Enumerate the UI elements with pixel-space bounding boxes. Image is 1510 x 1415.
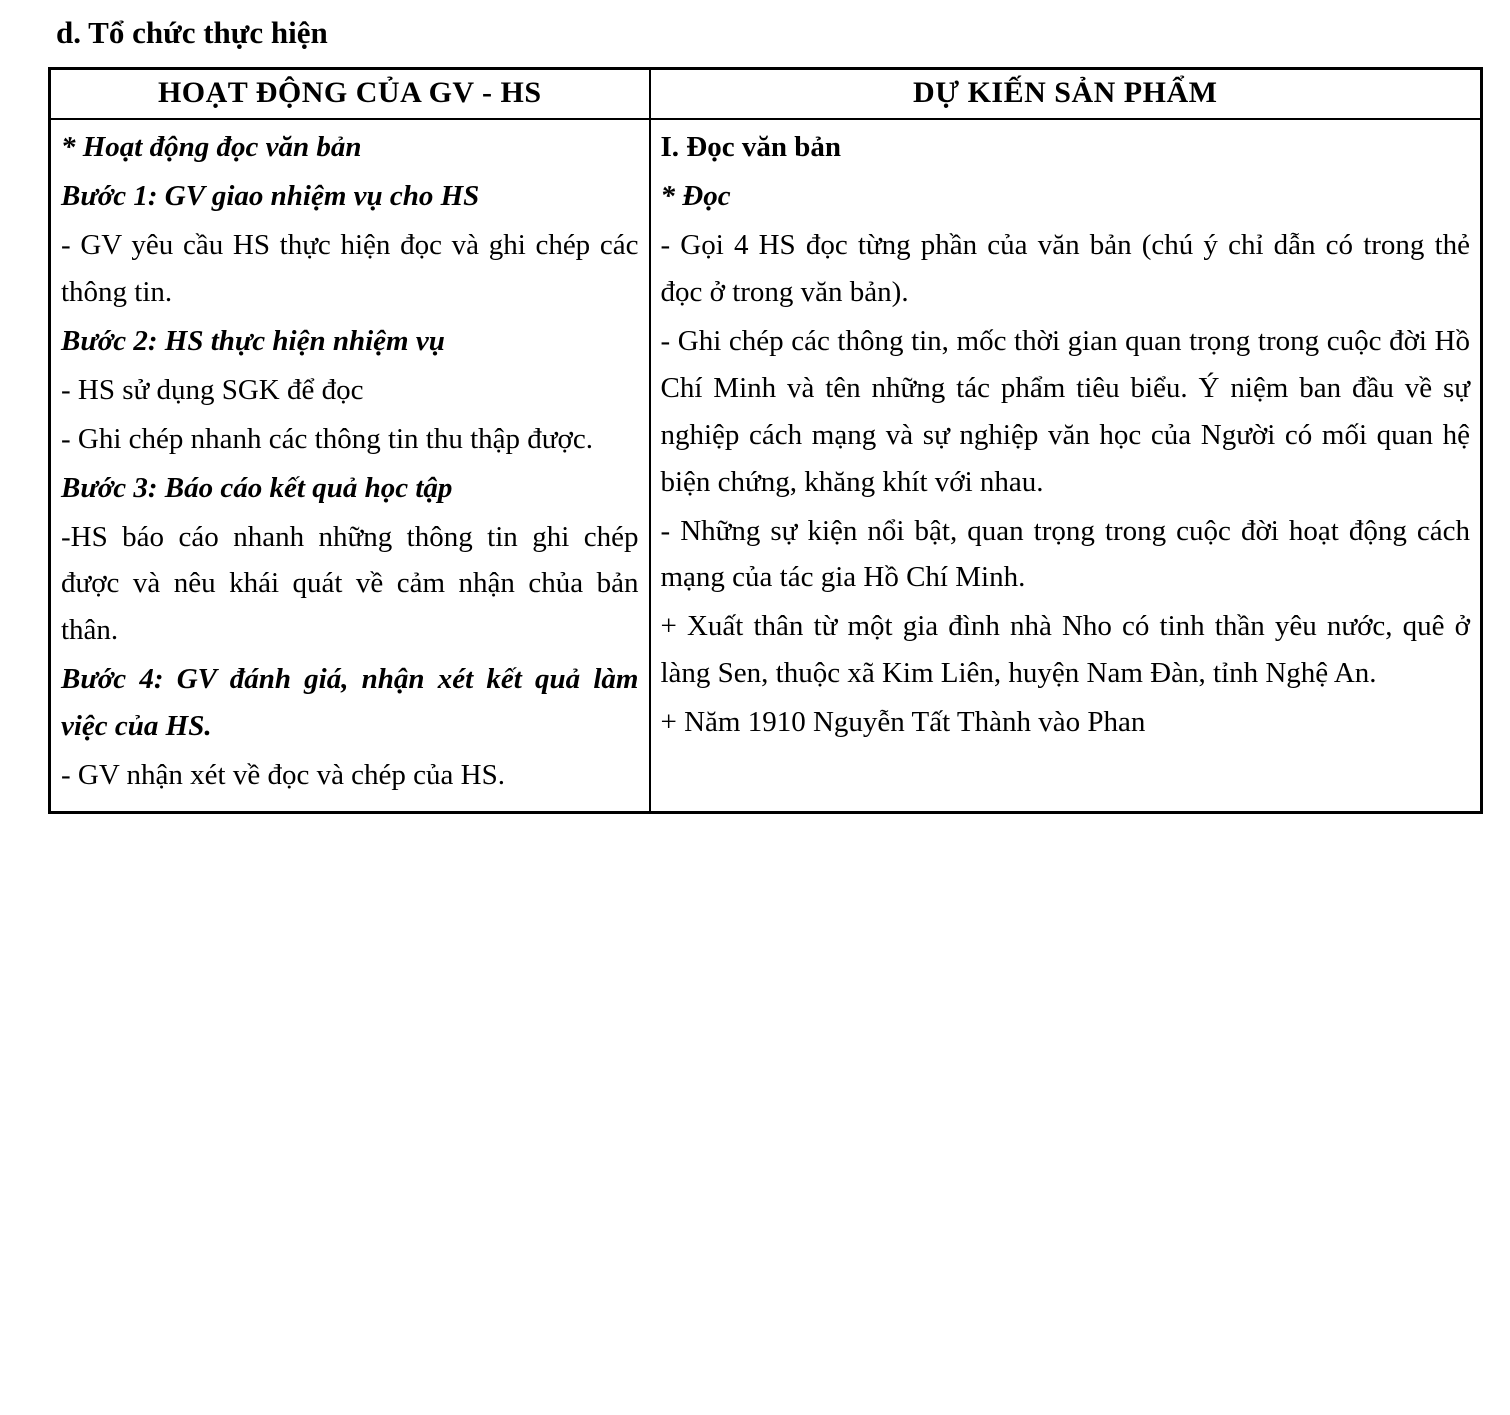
activities-content: [61, 124, 639, 800]
paragraph: -HS báo cáo nhanh những thông tin ghi chép được và nêu khái quát về cảm nhận chủa bản thân.: [61, 520, 639, 647]
paragraph: Bước 3: Báo cáo kết quả học tập: [61, 471, 453, 504]
column-header-products: DỰ KIẾN SẢN PHẨM: [650, 68, 1482, 119]
paragraph: - Gọi 4 HS đọc từng phần của văn bản (chú ý chỉ dẫn có trong thẻ đọc ở trong văn bản).: [660, 228, 1470, 308]
paragraph: Bước 1: GV giao nhiệm vụ cho HS: [61, 179, 480, 212]
paragraph: * Đọc: [660, 179, 731, 212]
lesson-plan-table: [48, 67, 1483, 815]
paragraph: Bước 4: GV đánh giá, nhận xét kết quả làm việc của HS.: [61, 663, 639, 743]
products-content: [661, 124, 1471, 747]
table-header-row: [50, 68, 1482, 119]
paragraph: I. Đọc văn bản: [660, 130, 841, 163]
paragraph: * Hoạt động đọc văn bản: [61, 130, 362, 163]
paragraph: + Năm 1910 Nguyễn Tất Thành vào Phan: [660, 706, 1146, 739]
paragraph: + Xuất thân từ một gia đình nhà Nho có tinh thần yêu nước, quê ở làng Sen, thuộc xã Kim Liên, huyện Nam Đàn, tỉnh Nghệ An.: [660, 610, 1470, 690]
paragraph: Bước 2: HS thực hiện nhiệm vụ: [61, 324, 445, 357]
page-title: d. Tổ chức thực hiện: [56, 15, 328, 50]
table-row: [50, 119, 1482, 813]
paragraph: - Ghi chép nhanh các thông tin thu thập được.: [61, 422, 593, 455]
paragraph: - GV nhận xét về đọc và chép của HS.: [61, 759, 505, 792]
paragraph: - Ghi chép các thông tin, mốc thời gian quan trọng trong cuộc đời Hồ Chí Minh và tên những tác phẩm tiêu biểu. Ý niệm ban đầu về sự nghiệp cách mạng và sự nghiệp văn học của Người có mối quan hệ biện chứng, khăng khít với nhau.: [660, 324, 1470, 498]
column-header-activities: HOẠT ĐỘNG CỦA GV - HS: [50, 68, 650, 119]
paragraph: - Những sự kiện nổi bật, quan trọng trong cuộc đời hoạt động cách mạng của tác gia Hồ Chí Minh.: [660, 514, 1470, 594]
paragraph: - HS sử dụng SGK để đọc: [61, 373, 364, 406]
paragraph: - GV yêu cầu HS thực hiện đọc và ghi chép các thông tin.: [61, 228, 639, 308]
cell-activities: [50, 119, 650, 813]
cell-products: [650, 119, 1482, 813]
